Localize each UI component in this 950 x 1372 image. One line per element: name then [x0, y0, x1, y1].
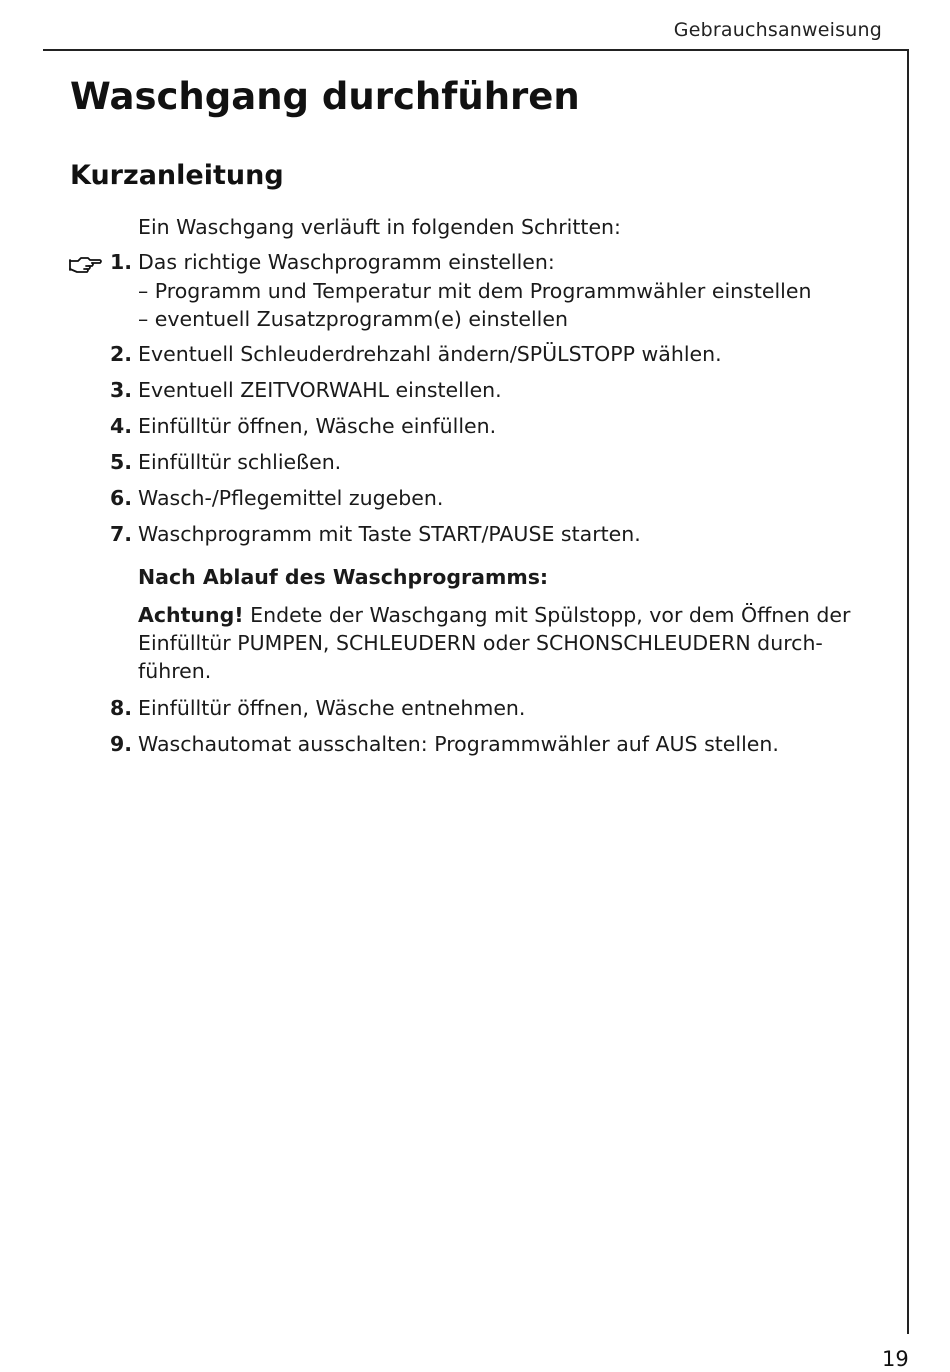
- right-rule: [907, 49, 909, 1334]
- step-number: 1.: [109, 250, 132, 274]
- warning-line: [138, 603, 850, 627]
- step-text: Einfülltür öffnen, Wäsche einfüllen.: [138, 414, 497, 438]
- page-number: 19: [882, 1347, 909, 1371]
- step-text: Einfülltür öffnen, Wäsche entnehmen.: [138, 696, 526, 720]
- after-program-heading: Nach Ablauf des Waschprogramms:: [138, 565, 549, 589]
- warning-text: Endete der Waschgang mit Spülstopp, vor dem Öffnen der: [250, 603, 851, 627]
- warning-label: Achtung!: [138, 603, 244, 627]
- step-text: Waschprogramm mit Taste START/PAUSE starten.: [138, 522, 641, 546]
- intro-text: Ein Waschgang verläuft in folgenden Schritten:: [138, 215, 621, 239]
- step-number: 7.: [109, 522, 132, 546]
- top-rule: [43, 49, 909, 51]
- warning-text: Einfülltür PUMPEN, SCHLEUDERN oder SCHONSCHLEUDERN durch-: [138, 631, 823, 655]
- section-title: Kurzanleitung: [70, 160, 284, 191]
- step-subitem: – eventuell Zusatzprogramm(e) einstellen: [138, 307, 568, 331]
- step-text: Das richtige Waschprogramm einstellen:: [138, 250, 555, 274]
- step-text: Eventuell ZEITVORWAHL einstellen.: [138, 378, 502, 402]
- step-number: 5.: [109, 450, 132, 474]
- page-title: Waschgang durchführen: [70, 75, 580, 118]
- step-number: 8.: [109, 696, 132, 720]
- step-text: Einfülltür schließen.: [138, 450, 342, 474]
- header-label: Gebrauchsanweisung: [673, 19, 882, 41]
- step-subitem: – Programm und Temperatur mit dem Programmwähler einstellen: [138, 279, 812, 303]
- step-text: Eventuell Schleuderdrehzahl ändern/SPÜLSTOPP wählen.: [138, 342, 722, 366]
- step-number: 6.: [109, 486, 132, 510]
- step-number: 3.: [109, 378, 132, 402]
- step-number: 4.: [109, 414, 132, 438]
- step-text: Wasch-/Pflegemittel zugeben.: [138, 486, 444, 510]
- step-text: Waschautomat ausschalten: Programmwähler auf AUS stellen.: [138, 732, 779, 756]
- step-number: 2.: [109, 342, 132, 366]
- warning-text: führen.: [138, 659, 212, 683]
- step-number: 9.: [109, 732, 132, 756]
